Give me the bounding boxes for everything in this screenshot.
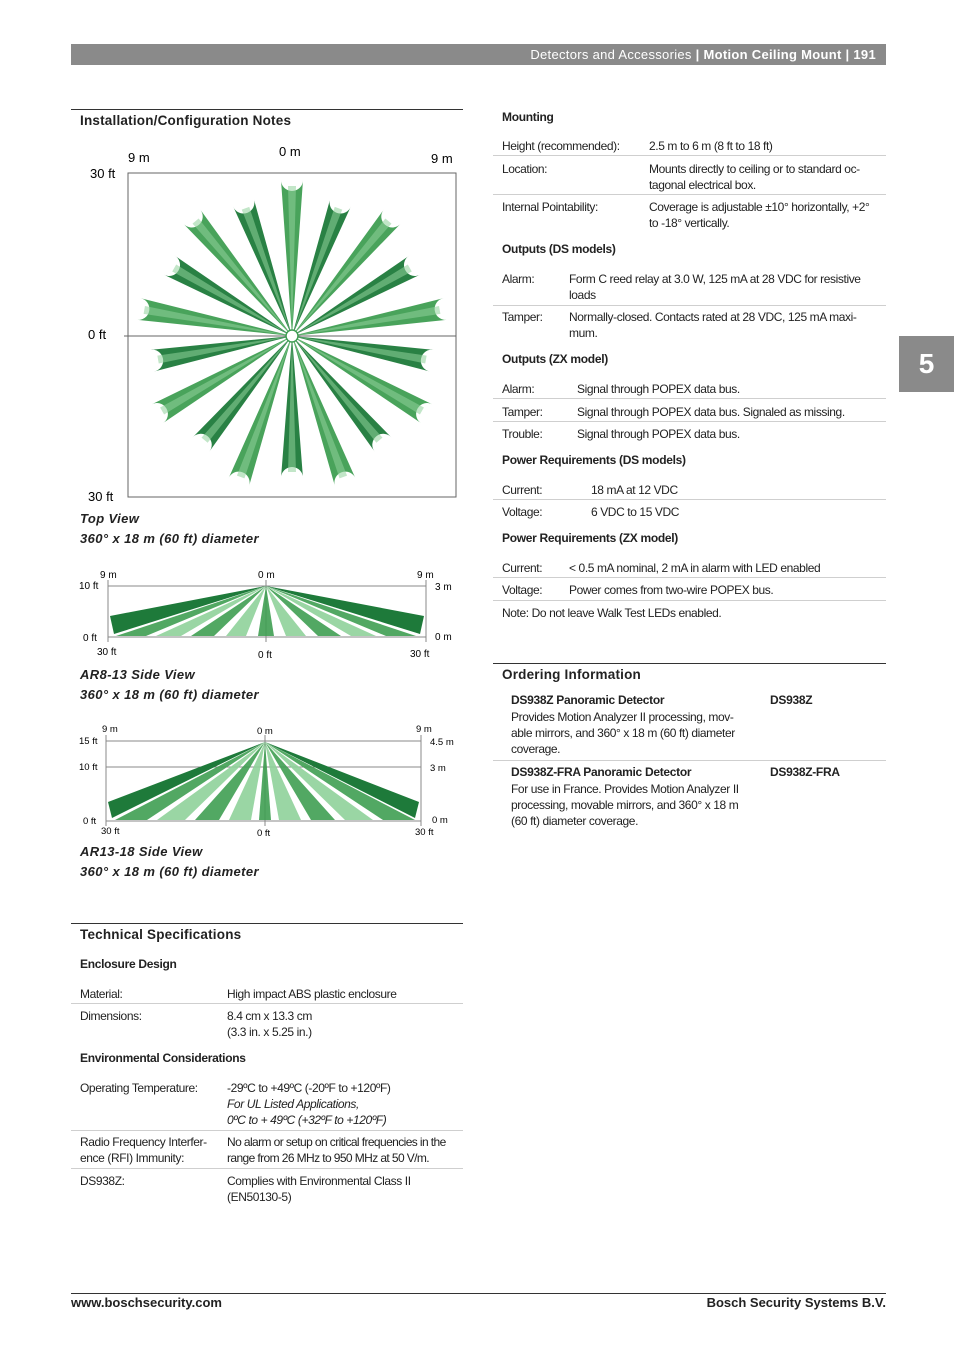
value-line: For UL Listed Applications, [227,1097,359,1111]
spec-key: Current: [502,561,543,575]
value-line: tagonal electrical box. [649,178,756,192]
header-product: Motion Ceiling Mount [703,47,842,62]
section-title-ordering: Ordering Information [502,667,641,682]
ar13-18-caption [80,842,259,882]
header-sep: | [841,47,854,62]
caption-line: Top View [80,511,140,526]
label-right-m: 9 m [416,724,432,735]
spec-value [227,1173,411,1205]
caption-line: 360° x 18 m (60 ft) diameter [80,531,259,546]
header-category: Detectors and Accessories [530,47,692,62]
row-divider [493,305,886,306]
spec-value [569,271,861,303]
caption-line: AR13-18 Side View [80,844,203,859]
key-line: Radio Frequency Interfer- [80,1135,207,1149]
caption-line: 360° x 18 m (60 ft) diameter [80,864,259,879]
value-line: to -18° vertically. [649,216,730,230]
row-divider [493,577,886,578]
spec-key: Tamper: [502,310,543,324]
spec-key: Tamper: [502,405,543,419]
spec-value: < 0.5 mA nominal, 2 mA in alarm with LED enabled [569,561,821,575]
order-item-name: DS938Z-FRA Panoramic Detector [511,765,692,779]
spec-key: Alarm: [502,382,535,396]
order-item-description [511,781,739,829]
coverage-beam [136,298,292,336]
section-rule [493,663,886,664]
description-line: coverage. [511,742,561,756]
row-divider [493,600,886,601]
spec-value: High impact ABS plastic enclosure [227,987,397,1001]
spec-key: Voltage: [502,583,543,597]
label-mid-ft: 0 ft [88,327,107,342]
spec-value [649,199,869,231]
ar8-13-caption [80,665,259,705]
label-top-ft: 30 ft [90,166,116,181]
spec-value [649,161,860,193]
section-title-installation: Installation/Configuration Notes [80,113,292,128]
row-divider [493,155,886,156]
top-view-caption [80,509,259,549]
spec-key: Internal Pointability: [502,200,598,214]
section-title-technical: Technical Specifications [80,927,242,942]
description-line: Provides Motion Analyzer II processing, mov- [511,710,734,724]
spec-key: Operating Temperature: [80,1081,198,1095]
spec-key: Alarm: [502,272,535,286]
spec-value: 18 mA at 12 VDC [591,483,678,497]
spec-value: Signal through POPEX data bus. [577,382,740,396]
chapter-tab[interactable]: 5 [899,336,954,392]
spec-value: Signal through POPEX data bus. Signaled as missing. [577,405,845,419]
label-0-m: 0 m [432,815,448,826]
spec-value: 2.5 m to 6 m (8 ft to 18 ft) [649,139,773,153]
value-line: Coverage is adjustable ±10° horizontally, +2° [649,200,870,214]
description-line: For use in France. Provides Motion Analyzer II [511,782,739,796]
caption-line: AR8-13 Side View [80,667,196,682]
label-15-ft: 15 ft [79,736,98,747]
page-header [71,44,886,65]
spec-value: Signal through POPEX data bus. [577,427,740,441]
row-divider [71,1168,463,1169]
header-sep: | [691,47,704,62]
value-line: 0ºC to + 49ºC (+32ºF to +120ºF) [227,1113,387,1127]
label-left-m: 9 m [128,150,150,165]
spec-value [227,1080,390,1128]
label-bottom-ft: 30 ft [88,489,114,504]
coverage-beam [292,298,448,336]
value-line: Mounts directly to ceiling or to standard oc- [649,162,860,176]
value-line: 8.4 cm x 13.3 cm [227,1009,312,1023]
label-center-m: 0 m [257,726,273,737]
top-view-diagram [80,140,464,510]
row-divider [71,1130,463,1131]
description-line: (60 ft) diameter coverage. [511,814,638,828]
spec-value [227,1008,312,1040]
note-text: Note: Do not leave Walk Test LEDs enabled. [502,606,722,620]
label-0-ft: 0 ft [83,816,97,827]
subsection-enclosure: Enclosure Design [80,957,177,971]
label-right-top-m: 3 m [435,582,452,593]
value-line: -29ºC to +49ºC (-20ºF to +120ºF) [227,1081,391,1095]
value-line: Form C reed relay at 3.0 W, 125 mA at 28 VDC for resistive [569,272,861,286]
value-line: Complies with Environmental Class II [227,1174,411,1188]
ar13-18-side-view-diagram [76,720,466,842]
section-rule [71,109,463,110]
row-divider [493,194,886,195]
label-left-bottom-ft: 0 ft [83,633,97,644]
description-line: able mirrors, and 360° x 18 m (60 ft) diameter [511,726,735,740]
label-center-m: 0 m [279,144,301,159]
subsection-environmental: Environmental Considerations [80,1051,246,1065]
label-left-m: 9 m [102,724,118,735]
order-item-code: DS938Z [770,693,813,707]
label-bottom-center-ft: 0 ft [258,650,272,661]
row-divider [493,398,886,399]
row-divider [493,499,886,500]
value-line: mum. [569,326,598,340]
label-center-m: 0 m [258,570,275,581]
value-line: (3.3 in. x 5.25 in.) [227,1025,312,1039]
section-rule [71,923,463,924]
spec-key: DS938Z: [80,1174,125,1188]
row-divider [493,421,886,422]
spec-key: Material: [80,987,123,1001]
order-item-name: DS938Z Panoramic Detector [511,693,665,707]
spec-key: Current: [502,483,543,497]
subsection-power-ds: Power Requirements (DS models) [502,453,686,467]
spec-key [80,1134,207,1166]
spec-key: Dimensions: [80,1009,142,1023]
spec-value [569,309,856,341]
value-line: range from 26 MHz to 950 MHz at 50 V/m. [227,1151,430,1165]
subsection-mounting: Mounting [502,110,554,124]
label-left-top-ft: 10 ft [79,581,99,592]
key-line: ence (RFI) Immunity: [80,1151,185,1165]
spec-key: Location: [502,162,548,176]
caption-line: 360° x 18 m (60 ft) diameter [80,687,259,702]
order-item-code: DS938Z-FRA [770,765,840,779]
label-bottom-right-ft: 30 ft [410,649,430,660]
label-10-ft: 10 ft [79,762,98,773]
label-bottom-left-ft: 30 ft [101,826,120,837]
label-3-m: 3 m [430,763,446,774]
spec-value: 6 VDC to 15 VDC [591,505,680,519]
footer-company: Bosch Security Systems B.V. [706,1295,886,1310]
row-divider [493,760,886,761]
label-right-m: 9 m [417,570,434,581]
value-line: loads [569,288,596,302]
spec-key: Voltage: [502,505,543,519]
label-bottom-right-ft: 30 ft [415,827,434,838]
label-4-5-m: 4.5 m [430,737,454,748]
spec-key: Height (recommended): [502,139,620,153]
subsection-power-zx: Power Requirements (ZX model) [502,531,678,545]
label-bottom-center-ft: 0 ft [257,828,271,839]
subsection-outputs-ds: Outputs (DS models) [502,242,616,256]
description-line: processing, movable mirrors, and 360° x 18 m [511,798,739,812]
label-left-m: 9 m [100,570,117,581]
footer-website-link[interactable]: www.boschsecurity.com [71,1295,222,1310]
subsection-outputs-zx: Outputs (ZX model) [502,352,608,366]
header-page-number: 191 [853,47,876,62]
label-bottom-left-ft: 30 ft [97,647,117,658]
spec-value [227,1134,446,1166]
label-right-m: 9 m [431,151,453,166]
value-line: (EN50130-5) [227,1190,292,1204]
footer-rule [71,1293,886,1294]
value-line: Normally-closed. Contacts rated at 28 VDC, 125 mA maxi- [569,310,857,324]
spec-value: Power comes from two-wire POPEX bus. [569,583,774,597]
row-divider [71,1003,463,1004]
order-item-description [511,709,735,757]
value-line: No alarm or setup on critical frequencies in the [227,1135,446,1149]
spec-key: Trouble: [502,427,543,441]
label-right-bottom-m: 0 m [435,632,452,643]
ar8-13-side-view-diagram [76,566,466,664]
